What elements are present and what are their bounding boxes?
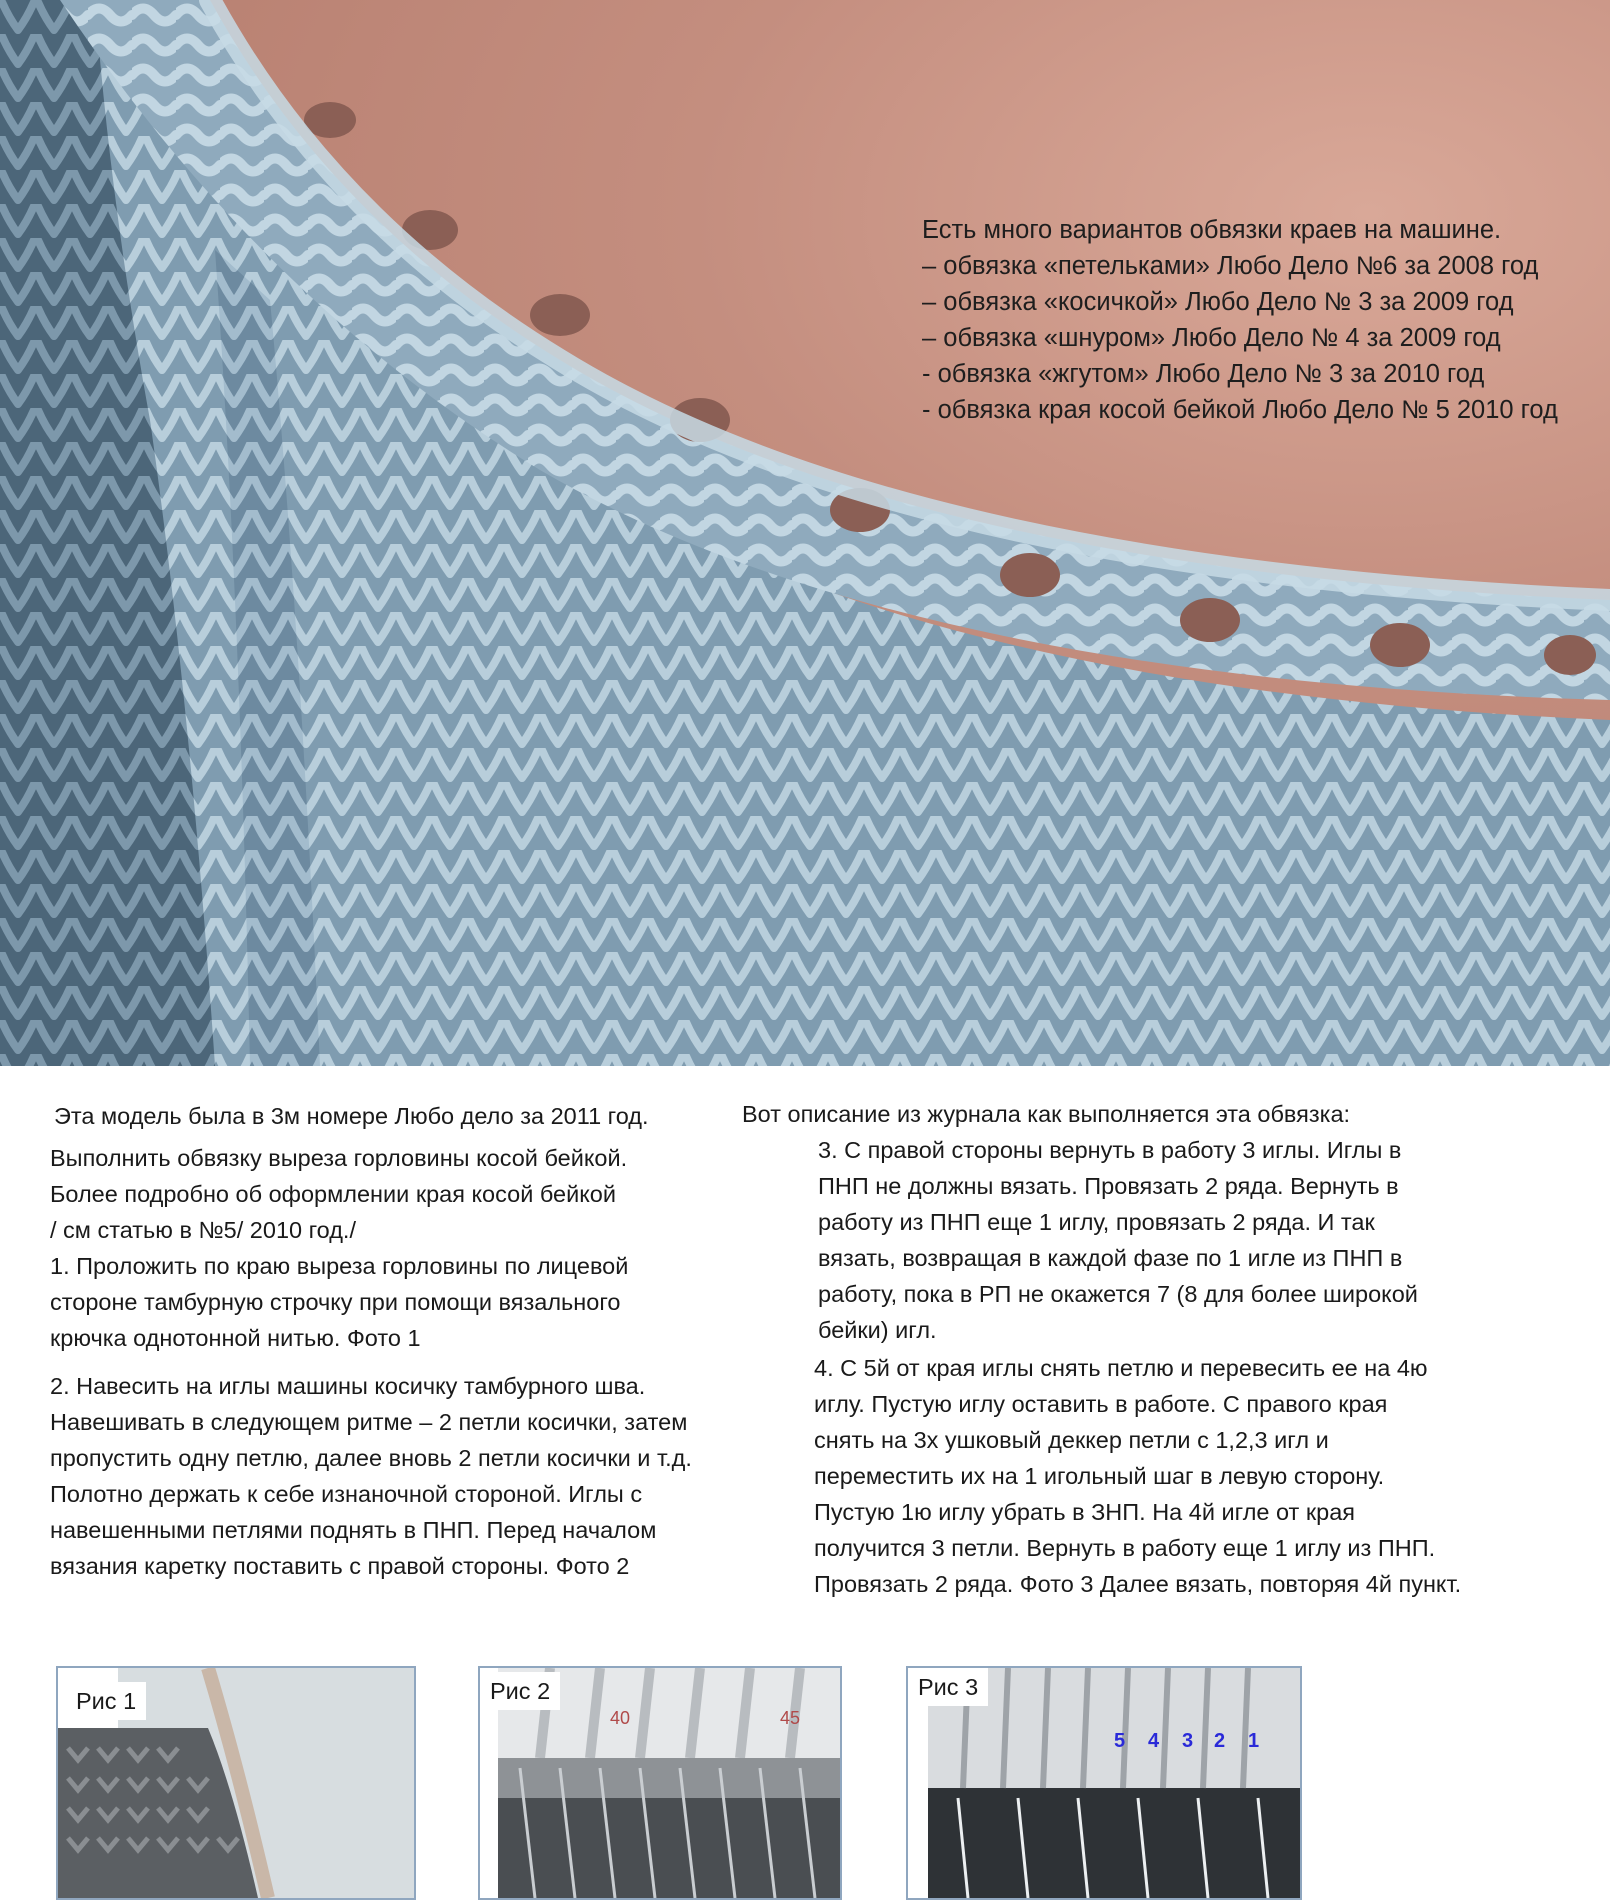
needle-number: 3 (1182, 1730, 1194, 1752)
paragraph-line: стороне тамбурную строчку при помощи вязального (50, 1289, 621, 1315)
paragraph-line: 3. С правой стороны вернуть в работу 3 иглы. Иглы в (818, 1137, 1402, 1163)
paragraph-line: переместить их на 1 игольный шаг в левую сторону. (814, 1463, 1385, 1489)
paragraph-1 (50, 1140, 770, 1356)
paragraph-line: / см статью в №5/ 2010 год./ (50, 1217, 356, 1243)
right-column (742, 1096, 1602, 1602)
needle-number: 4 (1148, 1730, 1160, 1752)
hero-caption-line: – обвязка «шнуром» Любо Дело № 4 за 2009 год (922, 324, 1501, 352)
figure-3-caption: Рис 3 (908, 1668, 988, 1706)
paragraph-line: Провязать 2 ряда. Фото 3 Далее вязать, повторяя 4й пункт. (814, 1571, 1462, 1597)
paragraph-line: снять на 3х ушковый деккер петли с 1,2,3 игл и (814, 1427, 1329, 1453)
paragraph-line: 1. Проложить по краю выреза горловины по лицевой (50, 1253, 629, 1279)
paragraph-line: работу из ПНП еще 1 иглу, провязать 2 ряда. И так (818, 1209, 1375, 1235)
paragraph-2 (50, 1368, 770, 1584)
needle-number: 5 (1114, 1730, 1126, 1752)
figure-1-caption: Рис 1 (66, 1682, 146, 1720)
paragraph-line: вязать, возвращая в каждой фазе по 1 игле из ПНП в (818, 1245, 1403, 1271)
needle-number: 40 (610, 1708, 631, 1728)
paragraph-line: бейки) игл. (818, 1317, 937, 1343)
paragraph-line: Навешивать в следующем ритме – 2 петли косички, затем (50, 1409, 688, 1435)
hero-caption (922, 212, 1602, 428)
paragraph-line: Полотно держать к себе изнаночной стороной. Иглы с (50, 1481, 643, 1507)
figure-3 (906, 1666, 1302, 1900)
needle-number: 45 (780, 1708, 801, 1728)
paragraph-line: крючка однотонной нитью. Фото 1 (50, 1325, 421, 1351)
paragraph-line: Пустую 1ю иглу убрать в ЗНП. На 4й игле от края (814, 1499, 1355, 1525)
needle-number: 1 (1248, 1730, 1260, 1752)
right-intro: Вот описание из журнала как выполняется эта обвязка: (742, 1101, 1351, 1127)
left-intro: Эта модель была в 3м номере Любо дело за 2011 год. (54, 1103, 649, 1129)
paragraph-line: 2. Навесить на иглы машины косичку тамбурного шва. (50, 1373, 646, 1399)
hero-caption-line: – обвязка «косичкой» Любо Дело № 3 за 2009 год (922, 288, 1514, 316)
paragraph-line: 4. С 5й от края иглы снять петлю и перевесить ее на 4ю (814, 1355, 1428, 1381)
paragraph-line: работу, пока в РП не окажется 7 (8 для более широкой (818, 1281, 1418, 1307)
paragraph-4 (814, 1350, 1602, 1602)
figure-1 (56, 1666, 416, 1900)
paragraph-line: навешенными петлями поднять в ПНП. Перед началом (50, 1517, 657, 1543)
hero-caption-line: Есть много вариантов обвязки краев на машине. (922, 216, 1502, 244)
hero-caption-line: - обвязка края косой бейкой Любо Дело № 5 2010 год (922, 396, 1558, 424)
figure-2 (478, 1666, 842, 1900)
hero-caption-line: – обвязка «петельками» Любо Дело №6 за 2008 год (922, 252, 1539, 280)
figure-2-caption: Рис 2 (480, 1672, 560, 1710)
paragraph-line: получится 3 петли. Вернуть в работу еще 1 иглу из ПНП. (814, 1535, 1436, 1561)
paragraph-line: пропустить одну петлю, далее вновь 2 петли косички и т.д. (50, 1445, 692, 1471)
paragraph-line: вязания каретку поставить с правой стороны. Фото 2 (50, 1553, 630, 1579)
needle-number: 2 (1214, 1730, 1226, 1752)
paragraph-line: Выполнить обвязку выреза горловины косой бейкой. (50, 1145, 628, 1171)
paragraph-line: ПНП не должны вязать. Провязать 2 ряда. Вернуть в (818, 1173, 1399, 1199)
left-column (50, 1098, 770, 1584)
paragraph-line: иглу. Пустую иглу оставить в работе. С правого края (814, 1391, 1388, 1417)
paragraph-line: Более подробно об оформлении края косой бейкой (50, 1181, 616, 1207)
paragraph-3 (818, 1132, 1602, 1348)
hero-caption-line: - обвязка «жгутом» Любо Дело № 3 за 2010 год (922, 360, 1485, 388)
